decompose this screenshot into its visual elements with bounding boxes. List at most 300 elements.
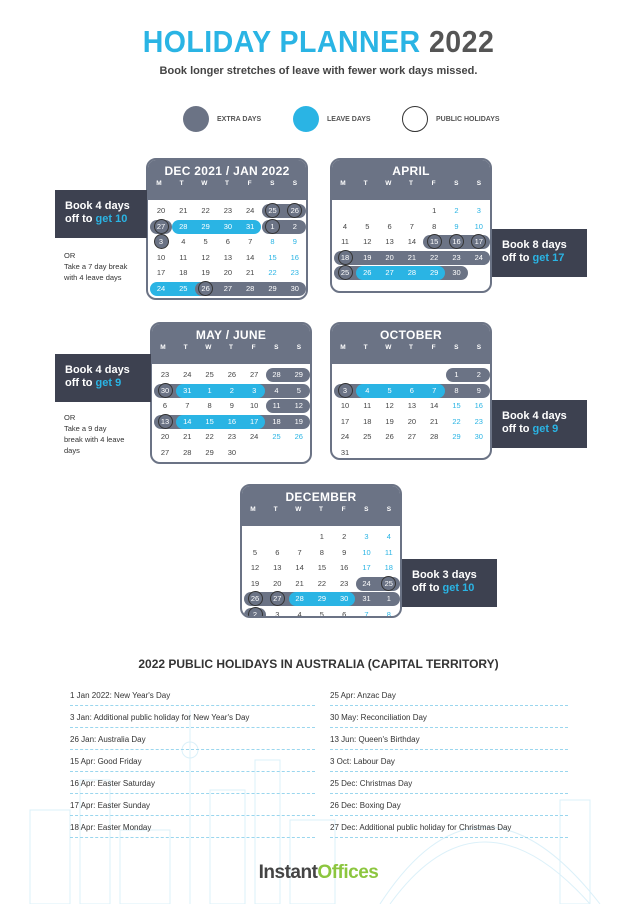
note-may-june [64, 412, 124, 456]
calendar-day: 13 [223, 252, 233, 262]
callout-dec-jan [55, 190, 147, 238]
week-row [332, 220, 490, 235]
calendar-day: 16 [452, 237, 461, 246]
calendar-day: 4 [181, 237, 186, 246]
calendar-day: 8 [386, 609, 391, 618]
calendar-day: 6 [225, 237, 230, 246]
calendar-day: 16 [227, 416, 237, 426]
weekday-label: T [318, 506, 323, 513]
weekday-label: W [205, 344, 212, 351]
logo-text-offices: Offices [317, 862, 379, 883]
calendar-day: 23 [227, 432, 237, 441]
calendar-day: 26 [290, 206, 299, 215]
calendar-day: 4 [365, 385, 370, 395]
calendar-header [332, 160, 490, 200]
calendar-day: 20 [407, 416, 417, 426]
callout-december [402, 559, 497, 607]
legend-leave [293, 105, 371, 133]
weekday-label: T [408, 344, 413, 351]
calendar-day: 23 [452, 252, 461, 262]
week-row [332, 384, 490, 399]
calendar-day: 1 [207, 385, 212, 395]
brand-logo [0, 862, 637, 884]
calendar-day: 21 [407, 252, 417, 262]
calendar-day: 7 [297, 547, 302, 557]
holiday-item: 25 Dec: Christmas Day [330, 779, 568, 794]
calendar-day: 30 [474, 432, 483, 441]
calendar-day: 18 [384, 563, 393, 572]
weekday-label: F [431, 344, 436, 351]
calendar-day: 16 [290, 252, 299, 262]
calendar-day: 20 [385, 252, 394, 262]
calendar-day: 1 [432, 206, 437, 215]
calendar-day: 27 [385, 268, 394, 277]
calendar-day: 11 [341, 237, 349, 246]
week-row [242, 546, 400, 561]
weekday-label: T [408, 180, 413, 187]
week-row [332, 251, 490, 266]
weekday-label: F [431, 180, 436, 187]
calendar-day: 11 [363, 401, 372, 410]
callout-text: off to [65, 377, 96, 389]
calendar-day: 28 [407, 268, 417, 277]
calendar-day: 22 [268, 268, 277, 277]
calendar-day: 21 [246, 268, 255, 277]
calendar-day: 2 [454, 206, 459, 215]
calendar-day: 3 [275, 609, 280, 618]
week-row [152, 368, 310, 383]
legend-extra-swatch [183, 106, 209, 132]
calendar-day: 7 [248, 237, 253, 246]
calendar-day: 2 [292, 221, 297, 231]
note-line: Take a 9 day [64, 424, 107, 433]
calendar-day: 29 [201, 221, 210, 231]
weekday-label: M [160, 344, 166, 351]
weekday-header [148, 178, 306, 187]
holiday-item: 18 Apr: Easter Monday [70, 823, 315, 838]
weekday-label: W [201, 180, 208, 187]
weekday-label: M [340, 180, 346, 187]
calendar-day: 4 [342, 221, 348, 231]
calendar-day: 12 [363, 237, 372, 246]
calendar-day: 16 [340, 563, 349, 572]
calendar-day: 20 [156, 206, 166, 215]
holiday-item: 27 Dec: Additional public holiday for Christmas Day [330, 823, 568, 838]
calendar-day: 8 [432, 221, 437, 231]
callout-line1: Book 8 days [502, 239, 567, 251]
calendar-day: 6 [409, 385, 414, 395]
calendar-day: 19 [294, 416, 303, 426]
legend-public [402, 105, 500, 133]
calendar-dec-jan [146, 158, 308, 300]
week-row [148, 251, 306, 266]
calendar-day: 25 [272, 432, 281, 441]
weekday-label: T [228, 344, 233, 351]
calendar-day: 17 [156, 268, 166, 277]
calendar-day: 22 [201, 206, 210, 215]
calendar-day: 30 [290, 283, 299, 293]
calendar-day: 22 [452, 416, 461, 426]
holiday-item: 26 Dec: Boxing Day [330, 801, 568, 816]
callout-line1: Book 4 days [502, 410, 567, 422]
calendar-day: 23 [223, 206, 233, 215]
calendar-day: 30 [452, 268, 461, 277]
calendar-day: 31 [246, 221, 255, 231]
callout-line2 [412, 582, 487, 595]
calendar-day: 9 [454, 221, 459, 231]
calendar-day: 30 [340, 594, 349, 603]
calendar-day: 22 [430, 252, 439, 262]
week-row [148, 220, 306, 235]
calendar-day: 27 [407, 432, 417, 441]
calendar-day: 26 [294, 432, 303, 441]
weekday-label: T [179, 180, 184, 187]
callout-text: off to [502, 252, 533, 264]
calendar-day: 3 [364, 532, 369, 541]
week-row [148, 204, 306, 219]
legend-extra [183, 105, 261, 133]
calendar-day: 23 [290, 268, 299, 277]
calendar-day: 12 [201, 252, 210, 262]
calendar-day: 14 [430, 401, 439, 410]
calendar-october [330, 322, 492, 460]
calendar-title: OCTOBER [380, 328, 442, 342]
callout-april [492, 229, 587, 277]
calendar-day: 13 [385, 237, 394, 246]
week-row [332, 446, 490, 461]
holiday-item: 16 Apr: Easter Saturday [70, 779, 315, 794]
week-row [242, 577, 400, 592]
calendar-day: 28 [272, 370, 281, 379]
note-dec-jan [64, 250, 127, 283]
note-line: OR [64, 251, 76, 260]
calendar-day: 4 [297, 609, 302, 618]
calendar-day: 7 [185, 401, 190, 410]
week-row [242, 530, 400, 545]
calendar-day: 3 [342, 385, 348, 395]
title-year: 2022 [428, 24, 495, 59]
callout-text: off to [65, 213, 96, 225]
calendar-day: 13 [407, 401, 417, 410]
weekday-label: F [247, 180, 252, 187]
page-title [25, 24, 611, 60]
calendar-day: 21 [295, 578, 304, 588]
calendar-day: 24 [362, 578, 371, 588]
weekday-label: S [476, 180, 482, 187]
callout-line1: Book 3 days [412, 569, 477, 581]
week-row [242, 592, 400, 607]
calendar-day: 9 [476, 385, 481, 395]
calendar-day: 27 [160, 447, 170, 457]
calendar-day: 30 [227, 447, 237, 457]
callout-line2 [65, 213, 137, 226]
calendar-day: 17 [362, 563, 371, 572]
holiday-item: 3 Jan: Additional public holiday for New Year's Day [70, 713, 315, 728]
weekday-label: S [296, 344, 302, 351]
calendar-december [240, 484, 402, 618]
weekday-label: W [385, 180, 392, 187]
calendar-day: 27 [250, 370, 259, 379]
holiday-item: 1 Jan 2022: New Year's Day [70, 691, 315, 706]
calendar-day: 23 [160, 370, 170, 379]
calendar-day: 24 [250, 432, 259, 441]
calendar-day: 11 [272, 401, 281, 410]
weekday-header [332, 178, 490, 187]
callout-text: off to [412, 582, 443, 594]
calendar-may-june [150, 322, 312, 464]
holiday-item: 26 Jan: Australia Day [70, 735, 315, 750]
calendar-day: 29 [317, 594, 327, 603]
calendar-day: 4 [386, 532, 391, 541]
calendar-day: 3 [252, 385, 257, 395]
calendar-day: 18 [340, 252, 350, 262]
holiday-item: 13 Jun: Queen's Birthday [330, 735, 568, 750]
week-row [148, 235, 306, 250]
weekday-label: T [363, 180, 368, 187]
calendar-day: 5 [365, 221, 370, 231]
calendar-day: 2 [476, 370, 481, 379]
calendar-day: 8 [270, 237, 275, 246]
weekday-label: S [386, 506, 392, 513]
calendar-title: DEC 2021 / JAN 2022 [164, 164, 290, 178]
calendar-day: 22 [205, 432, 214, 441]
calendar-day: 31 [362, 594, 371, 603]
calendar-day: 5 [203, 237, 208, 246]
calendar-day: 21 [179, 206, 188, 215]
calendar-day: 18 [179, 268, 188, 277]
calendar-day: 1 [386, 594, 391, 603]
calendar-day: 8 [454, 385, 459, 395]
calendar-day: 7 [409, 221, 414, 231]
weekday-label: S [274, 344, 279, 351]
calendar-day: 15 [430, 237, 439, 246]
callout-line1: Book 4 days [65, 364, 130, 376]
calendar-day: 9 [229, 401, 234, 410]
calendar-day: 25 [363, 432, 372, 441]
week-row [332, 368, 490, 383]
week-row [152, 384, 310, 399]
calendar-day: 17 [474, 237, 483, 246]
calendar-day: 2 [342, 532, 347, 541]
legend-extra-label: EXTRA DAYS [217, 115, 262, 123]
weekday-header [152, 342, 310, 351]
calendar-day: 26 [250, 594, 260, 603]
calendar-day: 3 [158, 237, 164, 246]
calendar-day: 2 [252, 609, 258, 618]
calendar-day: 15 [268, 252, 277, 262]
calendar-april [330, 158, 492, 293]
calendar-day: 24 [474, 252, 483, 262]
weekday-label: W [385, 344, 392, 351]
calendar-day: 1 [454, 370, 459, 379]
calendar-day: 29 [268, 283, 277, 293]
callout-line1: Book 4 days [65, 200, 130, 212]
title-main: HOLIDAY PLANNER [142, 24, 421, 59]
weekday-label: M [250, 506, 256, 513]
note-line: OR [64, 413, 76, 422]
calendar-day: 5 [319, 609, 324, 618]
holiday-item: 3 Oct: Labour Day [330, 757, 568, 772]
legend-public-label: PUBLIC HOLIDAYS [436, 115, 500, 123]
calendar-day: 15 [317, 563, 327, 572]
callout-highlight: get 9 [95, 377, 122, 389]
note-line: Take a 7 day break [64, 262, 128, 271]
weekday-header [332, 342, 490, 351]
calendar-day: 16 [474, 401, 483, 410]
weekday-label: S [454, 180, 459, 187]
calendar-day: 21 [430, 416, 439, 426]
calendar-day: 24 [340, 432, 350, 441]
weekday-label: M [156, 180, 162, 187]
calendar-day: 5 [387, 385, 392, 395]
calendar-day: 2 [229, 385, 234, 395]
calendar-day: 19 [201, 268, 210, 277]
weekday-label: F [341, 506, 346, 513]
week-row [332, 415, 490, 430]
calendar-header [148, 160, 306, 200]
calendar-day: 26 [227, 370, 237, 379]
week-row [152, 446, 310, 461]
calendar-day: 9 [342, 547, 347, 557]
weekday-header [242, 504, 400, 513]
calendar-day: 6 [342, 609, 347, 618]
weekday-label: S [270, 180, 275, 187]
calendar-day: 25 [268, 206, 277, 215]
calendar-day: 24 [246, 206, 255, 215]
callout-highlight: get 10 [95, 213, 128, 225]
calendar-day: 10 [340, 401, 350, 410]
weekday-label: T [363, 344, 368, 351]
legend-public-swatch [402, 106, 428, 132]
weekday-label: S [292, 180, 298, 187]
calendar-day: 29 [452, 432, 461, 441]
calendar-day: 9 [292, 237, 297, 246]
calendar-day: 28 [183, 447, 192, 457]
calendar-day: 8 [319, 547, 324, 557]
calendar-day: 30 [223, 221, 233, 231]
calendar-title: MAY / JUNE [195, 328, 267, 342]
callout-highlight: get 10 [442, 582, 475, 594]
calendar-title: APRIL [392, 164, 430, 178]
weekday-label: F [251, 344, 256, 351]
calendar-day: 6 [387, 221, 392, 231]
weekday-label: T [183, 344, 188, 351]
note-line: days [64, 446, 80, 455]
calendar-day: 21 [183, 432, 192, 441]
calendar-day: 23 [340, 578, 349, 588]
calendar-day: 28 [295, 594, 304, 603]
calendar-day: 14 [295, 563, 304, 572]
calendar-day: 25 [179, 283, 188, 293]
calendar-day: 7 [432, 385, 437, 395]
calendar-header [242, 486, 400, 526]
calendar-day: 17 [340, 416, 350, 426]
calendar-title: DECEMBER [285, 490, 357, 504]
weekday-label: T [224, 180, 229, 187]
weekday-label: M [340, 344, 346, 351]
calendar-day: 12 [294, 401, 303, 410]
note-line: break with 4 leave [64, 435, 125, 444]
calendar-day: 19 [250, 578, 260, 588]
week-row [152, 399, 310, 414]
calendar-day: 6 [275, 547, 280, 557]
calendar-day: 25 [384, 578, 393, 588]
calendar-day: 13 [273, 563, 282, 572]
calendar-day: 12 [385, 401, 394, 410]
calendar-day: 26 [201, 283, 210, 293]
callout-text: off to [502, 423, 533, 435]
calendar-day: 13 [160, 416, 170, 426]
week-row [242, 561, 400, 576]
calendar-day: 27 [223, 283, 233, 293]
calendar-header [332, 324, 490, 364]
calendar-day: 8 [207, 401, 212, 410]
calendar-day: 29 [430, 268, 439, 277]
calendar-header [152, 324, 310, 364]
calendar-day: 5 [252, 547, 258, 557]
calendar-day: 11 [179, 252, 188, 262]
week-row [242, 608, 400, 619]
calendar-day: 27 [156, 221, 166, 231]
calendar-day: 15 [452, 401, 461, 410]
calendar-day: 29 [294, 370, 303, 379]
public-holidays-title: 2022 PUBLIC HOLIDAYS IN AUSTRALIA (CAPITAL TERRITORY) [138, 657, 499, 671]
calendar-day: 12 [250, 563, 260, 572]
week-row [152, 415, 310, 430]
holiday-item: 17 Apr: Easter Sunday [70, 801, 315, 816]
calendar-day: 11 [384, 547, 393, 557]
calendar-day: 4 [274, 385, 279, 395]
calendar-day: 20 [223, 268, 233, 277]
calendar-day: 24 [156, 283, 166, 293]
calendar-day: 26 [363, 268, 372, 277]
calendar-day: 20 [160, 432, 170, 441]
calendar-day: 7 [364, 609, 369, 618]
calendar-day: 19 [363, 252, 372, 262]
callout-line2 [502, 423, 577, 436]
callout-highlight: get 17 [532, 252, 565, 264]
calendar-day: 3 [476, 206, 481, 215]
calendar-day: 5 [296, 385, 301, 395]
calendar-day: 20 [273, 578, 282, 588]
weekday-label: S [454, 344, 459, 351]
calendar-day: 6 [162, 401, 168, 410]
calendar-day: 25 [205, 370, 214, 379]
calendar-day: 14 [183, 416, 192, 426]
holiday-item: 30 May: Reconciliation Day [330, 713, 568, 728]
calendar-day: 10 [474, 221, 483, 231]
weekday-label: W [295, 506, 302, 513]
calendar-day: 1 [270, 221, 275, 231]
week-row [148, 282, 306, 297]
calendar-day: 28 [430, 432, 439, 441]
calendar-day: 18 [363, 416, 372, 426]
logo-text-instant: Instant [258, 862, 318, 883]
legend-leave-swatch [293, 106, 319, 132]
holiday-item: 25 Apr: Anzac Day [330, 691, 568, 706]
calendar-day: 15 [205, 416, 214, 426]
week-row [152, 430, 310, 445]
calendar-day: 10 [362, 547, 371, 557]
page-subtitle: Book longer stretches of leave with fewer work days missed. [159, 65, 478, 77]
callout-highlight: get 9 [532, 423, 559, 435]
legend-leave-label: LEAVE DAYS [327, 115, 371, 123]
note-line: with 4 leave days [64, 273, 122, 282]
weekday-label: T [273, 506, 278, 513]
calendar-day: 25 [340, 268, 350, 277]
calendar-day: 31 [340, 447, 350, 457]
calendar-day: 10 [250, 401, 259, 410]
